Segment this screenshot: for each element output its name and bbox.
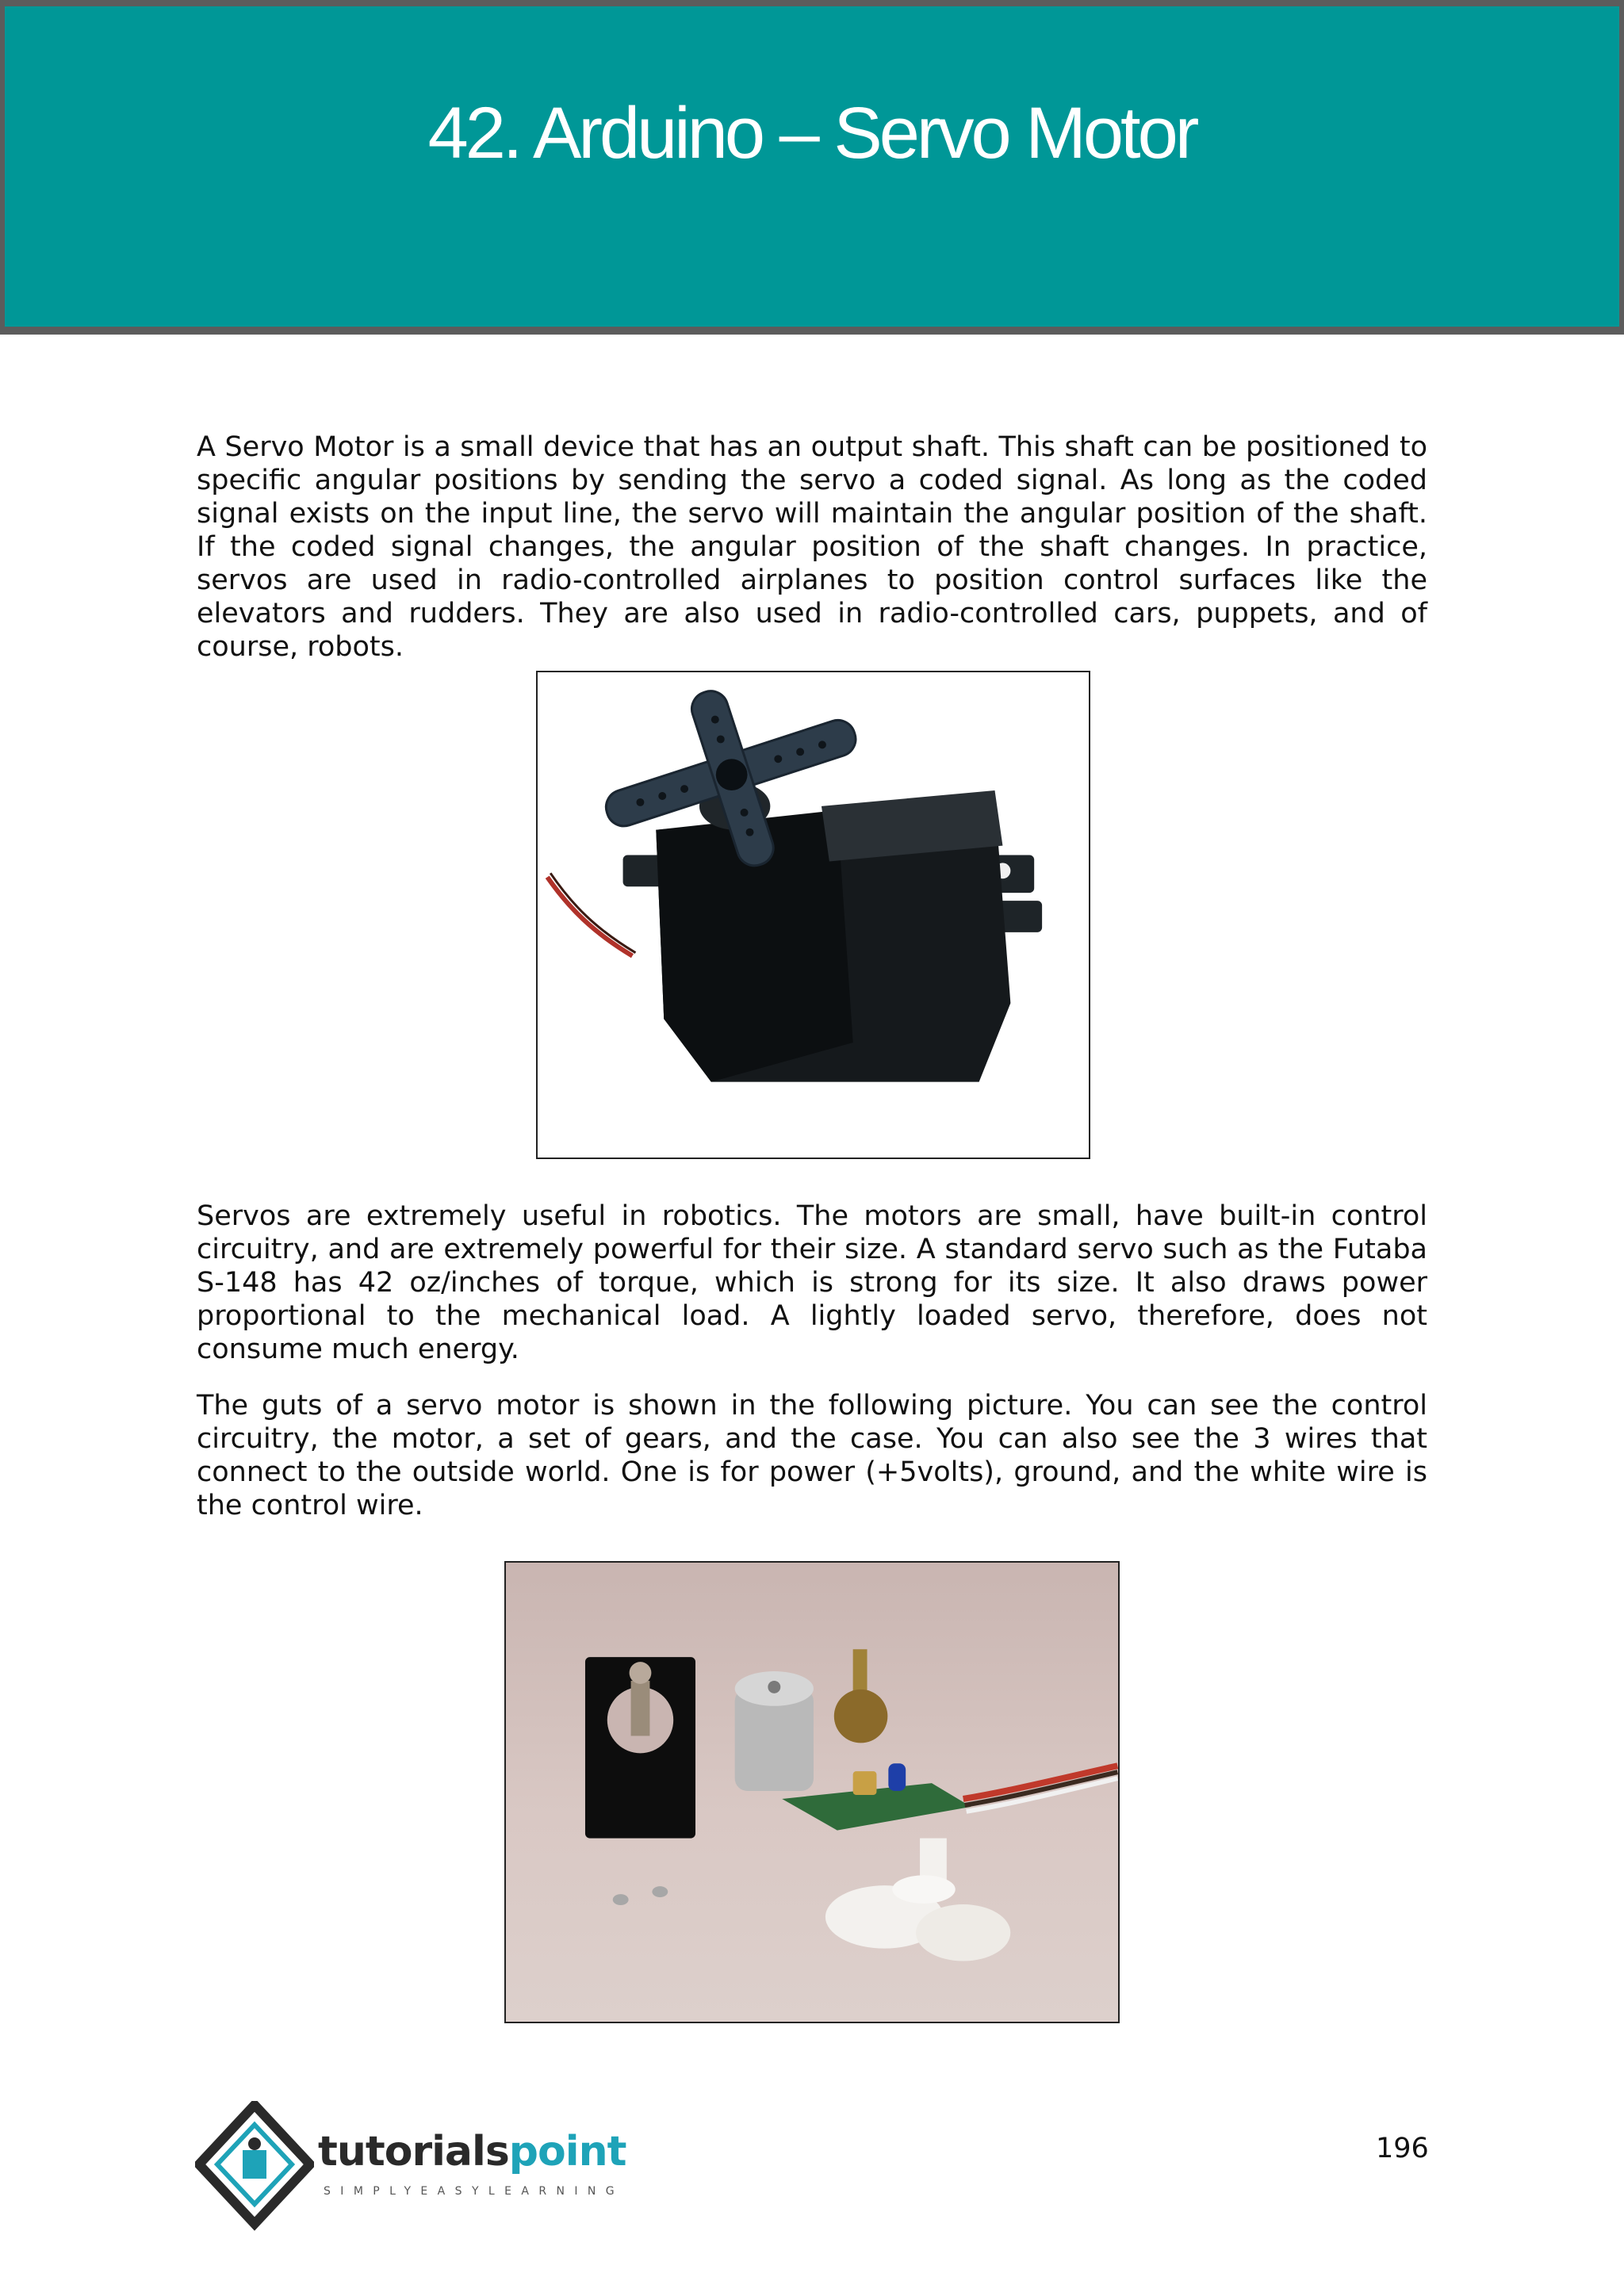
logo-wordmark-accent: point xyxy=(508,2128,626,2175)
chapter-header xyxy=(0,0,1624,335)
servo-motor-photo xyxy=(536,671,1090,1159)
logo-wordmark-main: tutorials xyxy=(318,2128,509,2175)
logo-tagline: SIMPLYEASYLEARNING xyxy=(324,2185,624,2198)
chapter-header-band xyxy=(5,6,1619,327)
servo-internals-photo xyxy=(504,1561,1120,2023)
servo-guts-paragraph: The guts of a servo motor is shown in the following picture. You can see the control circuitry, the motor, a set of gears, and the case. You can also see the 3 wires that connect to the outside world. One is for power (+5volts), ground, and the white wire is the control wire. xyxy=(197,1390,1427,1521)
logo-diamond-icon xyxy=(195,2101,314,2236)
intro-paragraph: A Servo Motor is a small device that has an output shaft. This shaft can be positioned to specific angular positions by sending the servo a coded signal. As long as the coded signal exists on the input line, the servo will maintain the angular position of the shaft. If the coded signal changes, the angular position of the shaft changes. In practice, servos are used in radio-controlled airplanes to position control surfaces like the elevators and rudders. They are also used in radio-controlled cars, puppets, and of course, robots. xyxy=(197,431,1427,663)
chapter-title: 42. Arduino – Servo Motor xyxy=(427,93,1197,174)
servos-robotics-paragraph: Servos are extremely useful in robotics. The motors are small, have built-in control circuitry, and are extremely powerful for their size. A standard servo such as the Futaba S-148 has 42 oz/inches of torque, which is strong for its size. It also draws power proportional to the mechanical load. A lightly loaded servo, therefore, does not consume much energy. xyxy=(197,1200,1427,1365)
logo-wordmark xyxy=(318,2128,626,2175)
page-number: 196 xyxy=(1376,2133,1429,2164)
tutorialspoint-logo xyxy=(195,2101,639,2236)
